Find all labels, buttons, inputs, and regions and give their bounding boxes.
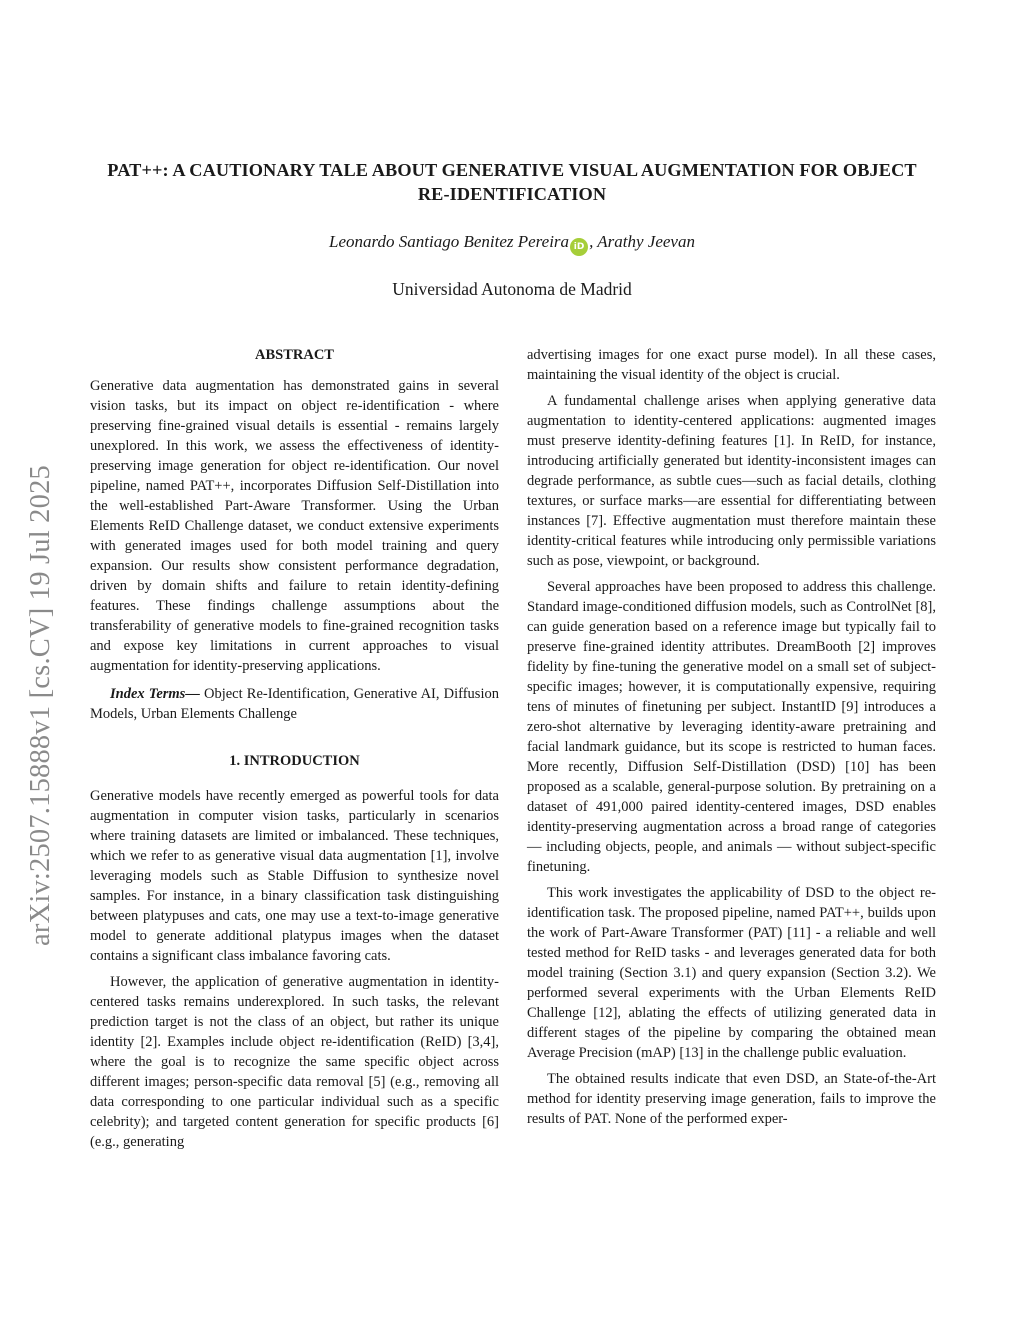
right-column bbox=[527, 345, 936, 1135]
author-name: Arathy Jeevan bbox=[597, 232, 695, 251]
paragraph: advertising images for one exact purse model). In all these cases, maintaining the visual identity of the object is crucial. bbox=[527, 347, 936, 383]
paper-title: PAT++: A CAUTIONARY TALE ABOUT GENERATIVE VISUAL AUGMENTATION FOR OBJECT RE-IDENTIFICATION bbox=[107, 160, 917, 204]
left-column bbox=[90, 341, 499, 1158]
arxiv-identifier-stamp: arXiv:2507.15888v1 [cs.CV] 19 Jul 2025 bbox=[25, 465, 56, 946]
paragraph: A fundamental challenge arises when applying generative data augmentation to identity-centered applications: augmented images must preserve identity-defining features [1]. In ReID, for instance, introducing artificially generated but identity-inconsistent images can degrade performance, as subtle cues—such as facial details, clothing textures, or surface marks—are essential for differentiating between instances [7]. Effective augmentation must therefore maintain these identity-critical features while introducing only permissible variations such as pose, viewpoint, or background. bbox=[527, 393, 936, 569]
author-separator: , bbox=[589, 232, 598, 251]
paragraph: However, the application of generative augmentation in identity-centered tasks remains underexplored. In such tasks, the relevant prediction target is not the class of an object, but rather its unique identity [2]. Examples include object re-identification (ReID) [3,4], where the goal is to recognize the same specific object across different images; person-specific data removal [5] (e.g., removing all data corresponding to one particular individual such as a specific celebrity); and targeted content generation for specific products [6] (e.g., generating bbox=[90, 974, 499, 1150]
index-terms bbox=[90, 684, 499, 724]
paragraph: The obtained results indicate that even DSD, an State-of-the-Art method for identity preserving image generation, fails to improve the results of PAT. None of the performed exper- bbox=[527, 1071, 936, 1127]
paragraph: Several approaches have been proposed to address this challenge. Standard image-conditioned diffusion models, such as ControlNet [8], can guide generation based on a reference image but typically fail to preserve fine-grained identity attributes. DreamBooth [2] improves fidelity by fine-tuning the generative model on a small set of subject-specific images; however, it is computationally expensive, requiring tens of minutes of finetuning per subject. InstantID [9] introduces a zero-shot alternative by leveraging identity-aware pretraining and facial landmark guidance, but its scope is restricted to human faces. More recently, Diffusion Self-Distillation (DSD) [10] has been proposed as a scalable, general-purpose solution. By pretraining on a dataset of 491,000 paired identity-centered images, DSD enables identity-preserving augmentation across a broad range of categories — including objects, people, and animals — without subject-specific finetuning. bbox=[527, 579, 936, 875]
index-terms-label: Index Terms— bbox=[110, 686, 200, 702]
index-terms-text: Object Re-Identification, Generative AI, Diffusion Models, Urban Elements Challenge bbox=[90, 686, 499, 722]
author-name: Leonardo Santiago Benitez Pereira bbox=[329, 232, 570, 251]
abstract-heading: ABSTRACT bbox=[255, 347, 334, 363]
orcid-icon[interactable]: iD bbox=[570, 238, 588, 256]
author-list bbox=[100, 231, 924, 256]
introduction-heading: 1. INTRODUCTION bbox=[229, 753, 360, 769]
paragraph: This work investigates the applicability of DSD to the object re-identification task. The proposed pipeline, named PAT++, builds upon the work of Part-Aware Transformer (PAT) [11] - a reliable and well tested method for ReID tasks - and leverages generated data for both model training (Section 3.1) and query expansion (Section 3.2). We performed several experiments with the Urban Elements ReID Challenge [12], ablating the effects of utilizing generated data in different stages of the pipeline by comparing the obtained mean Average Precision (mAP) [13] in the challenge public evaluation. bbox=[527, 885, 936, 1061]
paragraph: Generative models have recently emerged as powerful tools for data augmentation in computer vision tasks, particularly in scenarios where training datasets are limited or imbalanced. These techniques, which we refer to as generative visual data augmentation [1], involve leveraging models such as Stable Diffusion to synthesize novel samples. For instance, in a binary classification task distinguishing between platypuses and cats, one may use a text-to-image generative model to generate additional platypus images when the dataset contains a significant class imbalance favoring cats. bbox=[90, 788, 499, 964]
abstract-text: Generative data augmentation has demonstrated gains in several vision tasks, but its impact on object re-identification - where preserving fine-grained visual details is essential - remains largely unexplored. In this work, we assess the effectiveness of identity-preserving image generation for object re-identification. Our novel pipeline, named PAT++, incorporates Diffusion Self-Distillation into the well-established Part-Aware Transformer. Using the Urban Elements ReID Challenge dataset, we conduct extensive experiments with generated images used for both model training and query expansion. Our results show consistent performance degradation, driven by domain shifts and failure to retain identity-defining features. These findings challenge assumptions about the transferability of generative models to fine-grained recognition tasks and expose key limitations in current approaches to visual augmentation for identity-preserving applications. bbox=[90, 378, 499, 674]
affiliation: Universidad Autonoma de Madrid bbox=[392, 279, 632, 299]
